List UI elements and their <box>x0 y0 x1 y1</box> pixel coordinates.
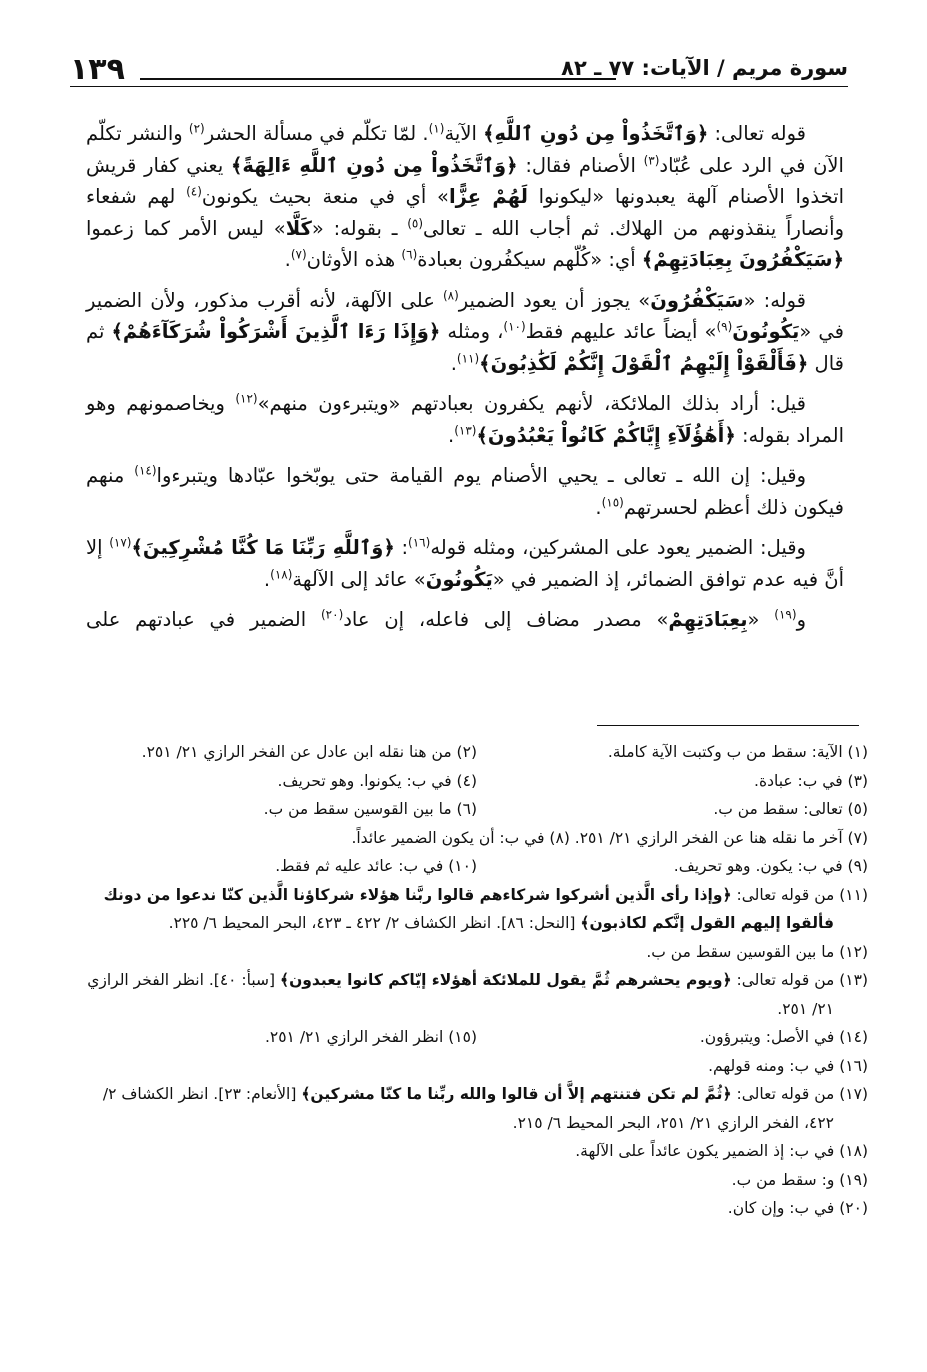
footnote-15: (١٥) انظر الفخر الرازي ٢١/ ٢٥١. <box>264 1028 477 1046</box>
text-run: » أيضاً عائد عليهم فقط <box>525 320 717 343</box>
footnote-7-8: (٧) آخر ما نقله هنا عن الفخر الرازي ٢١/ ٢٥١. (٨) في ب: أن يكون الضمير عائداً. <box>351 828 868 847</box>
quran-quote: ﴿ويوم يحشرهم ثُمَّ يقول للملائكة أهؤلاء إيّاكم كانوا يعبدون﴾ <box>279 971 732 989</box>
footnote-ref: (١٠) <box>503 319 526 334</box>
text-run: . لمّا تكلّم في مسألة الحشر <box>204 122 429 145</box>
footnote-ref: (١١) <box>456 351 480 365</box>
running-title: سورة مريم / الآيات: ٧٧ ـ ٨٢ <box>561 56 848 80</box>
text-run: قوله تعالى: <box>708 122 807 145</box>
footnote-row <box>86 738 868 767</box>
text-run: » ليس الأمر كما زعموا <box>86 216 286 240</box>
text-run: » يجوز أن يعود الضمير <box>458 288 651 312</box>
text-run: . <box>263 567 271 591</box>
footnote-2: (٢) من هنا نقله ابن عادل عن الفخر الرازي ٢١/ ٢٥١. <box>141 743 477 761</box>
footnote-4: (٤) في ب: يكونوا. وهو تحريف. <box>277 771 477 790</box>
paragraph-2 <box>86 285 844 380</box>
text-run: لهم شفعاء وأنصاراً ينقذونهم من الهلاك. ثم أجاب الله ـ تعالى <box>86 185 844 240</box>
footnote-ref: (١٧) <box>109 535 132 550</box>
footnote-row <box>86 852 868 881</box>
footnote-ref: (١٥) <box>601 495 624 509</box>
paragraph-5 <box>86 532 844 595</box>
quran-quote: سَيَكْفُرُونَ <box>650 288 744 312</box>
text-run: ثم قال <box>86 320 844 375</box>
text-run: » مصدر مضاف إلى فاعله، إن عاد <box>343 608 669 631</box>
text-run: قيل: أراد بذلك الملائكة، لأنهم يكفرون بعبادتهم «ويتبرءون منهم» <box>257 392 807 415</box>
paragraph-1 <box>86 118 844 276</box>
quran-quote: ﴿فَأَلْقَوْاْ إِلَيْهِمُ ٱلْقَوْلَ إِنَّكُمْ لَكَٰذِبُونَ﴾ <box>479 351 809 375</box>
footnote-16: (١٦) في ب: ومنه قولهم. <box>708 1056 868 1075</box>
text-run: الأصنام فقال: <box>517 153 644 177</box>
footnote-11 <box>86 881 868 938</box>
text-run: ، ومثله <box>440 320 504 343</box>
footnote-separator <box>597 725 859 726</box>
footnote-ref: (٩) <box>716 319 733 334</box>
header-rule <box>140 78 616 80</box>
footnote-ref: (٢) <box>188 121 205 136</box>
text-run: [الأنعام: ٢٣]. انظر الكشاف ٢/ ٤٢٢، الفخر الرازي ٢١/ ٢٥١، البحر المحيط ٦/ ٢١٥. <box>102 1085 834 1132</box>
footnote-17 <box>86 1080 868 1137</box>
quran-quote: يَكُونُونَ <box>425 567 493 591</box>
text-run: ـ بقوله: « <box>311 216 408 240</box>
footnote-ref: (١٦) <box>408 535 431 550</box>
text-run: ويخاصمونهم وهو المراد بقوله: <box>86 392 844 447</box>
text-run: (١٧) من قوله تعالى: <box>731 1085 868 1103</box>
footnote-row <box>86 1023 868 1052</box>
footnote-ref: (٤) <box>186 184 202 199</box>
text-run: هذه الأوثان <box>306 248 402 271</box>
paragraph-6 <box>86 604 844 636</box>
text-run: يعني كفار قريش اتخذوا الأصنام آلهة يعبدونها «ليكونوا <box>86 153 845 208</box>
footnote-ref: (٣) <box>643 153 660 167</box>
text-run: وقيل: الضمير يعود على المشركين، ومثله قوله <box>430 536 806 559</box>
quran-quote: بِعِبَادَتِهِمْ <box>668 608 748 631</box>
text-run: قوله: « <box>743 288 806 312</box>
text-run: . <box>284 248 291 271</box>
text-run: على الآلهة، لأنه أقرب مذكور، ولأن الضمير في « <box>86 288 844 343</box>
footnote-ref: (١٣) <box>454 423 477 437</box>
quran-quote: لَهُمْ عِزًّا <box>448 185 528 208</box>
text-run: (١١) من قوله تعالى: <box>731 885 868 904</box>
text-run: « <box>747 608 775 631</box>
text-run: [سبأ: ٤٠]. انظر الفخر الرازي ٢١/ ٢٥١. <box>87 971 834 1018</box>
footnote-ref: (١٩) <box>774 607 797 622</box>
quran-quote: ﴿وَٱللَّهِ رَبِّنَا مَا كُنَّا مُشْرِكِينَ﴾ <box>131 536 395 559</box>
footnotes <box>86 738 868 1223</box>
footnote-ref: (٢٠) <box>320 607 344 622</box>
text-run: » أي في منعة بحيث يكونون <box>201 185 449 208</box>
footnote-ref: (١٢) <box>235 391 258 406</box>
footnote-10: (١٠) في ب: عائد عليه ثم فقط. <box>275 857 477 875</box>
footnote-ref: (١٤) <box>134 463 157 478</box>
text-run: [النحل: ٨٦]. انظر الكشاف ٢/ ٤٢٢ ـ ٤٢٣، البحر المحيط ٦/ ٢٢٥. <box>168 914 581 932</box>
quran-quote: ﴿سَيَكْفُرُونَ بِعِبَادَتِهِمْ﴾ <box>641 248 844 271</box>
paragraph-3 <box>86 388 844 451</box>
paragraph-4 <box>86 460 844 523</box>
footnote-ref: (٧) <box>290 247 307 262</box>
footnote-20: (٢٠) في ب: وإن كان. <box>727 1199 868 1217</box>
footnote-12: (١٢) ما بين القوسين سقط من ب. <box>646 942 868 961</box>
text-run: منهم فيكون ذلك أعظم لحسرتهم <box>86 464 844 519</box>
page-header <box>70 48 848 88</box>
quran-quote: ﴿وَٱتَّخَذُواْ مِن دُونِ ٱللَّهِ ءَالِهَةً﴾ <box>230 153 518 177</box>
text-run: : <box>394 536 409 559</box>
footnote-19: (١٩) و: سقط من ب. <box>731 1170 868 1189</box>
text-run: الضمير في عبادتهم على <box>86 608 321 631</box>
footnote-3: (٣) في ب: عبادة. <box>754 771 868 790</box>
footnote-9: (٩) في ب: يكون. وهو تحريف. <box>673 857 868 875</box>
text-run: (١٣) من قوله تعالى: <box>731 971 868 989</box>
quran-quote: ﴿وإذا رأى الَّذين أشركوا شركاءهم قالوا ربَّنا هؤلاء شركاؤنا الَّذين كنّا ندعوا من دونك فألقوا إليهم القول إنَّكم لكاذبون﴾ <box>103 885 834 932</box>
quran-quote: يَكُونُونَ <box>732 320 800 343</box>
footnote-ref: (٥) <box>407 216 424 230</box>
footnote-13 <box>86 966 868 1023</box>
footnote-18: (١٨) في ب: إذ الضمير يكون عائداً على الآلهة. <box>575 1142 868 1160</box>
quran-quote: ﴿وَإِذَا رَءَا ٱلَّذِينَ أَشْرَكُواْ شُرَكَآءَهُمْ﴾ <box>111 320 441 343</box>
footnote-row <box>86 767 868 796</box>
text-run: » عائد إلى الآلهة <box>292 567 426 591</box>
text-run: . <box>447 423 455 447</box>
page-number: ١٣٩ <box>70 52 125 87</box>
header-bottom-rule <box>70 86 848 87</box>
footnote-1: (١) الآية: سقط من ب وكتبت الآية كاملة. <box>607 743 868 761</box>
text-run: أي: «كُلّهم سيكفُرون بعبادة <box>417 248 642 271</box>
quran-quote: كَلَّا <box>285 216 312 240</box>
footnote-ref: (٨) <box>442 288 459 302</box>
footnote-ref: (٦) <box>401 247 418 262</box>
text-run: . <box>595 495 602 519</box>
text-run: و <box>796 608 806 631</box>
footnote-ref: (١) <box>428 121 445 136</box>
footnote-5: (٥) تعالى: سقط من ب. <box>713 800 868 818</box>
text-run: وقيل: إن الله ـ تعالى ـ يحيي الأصنام يوم القيامة حتى يوبّخوا عبّادها ويتبرءوا <box>156 464 806 487</box>
footnote-6: (٦) ما بين القوسين سقط من ب. <box>263 800 477 818</box>
text-run: والنشر تكلّم الآن في الرد على عُبّاد <box>86 122 844 177</box>
text-run: . <box>450 351 457 375</box>
main-text <box>86 118 844 645</box>
footnote-14: (١٤) في الأصل: ويتبرؤون. <box>699 1028 868 1046</box>
text-run: الآية <box>444 122 484 145</box>
quran-quote: ﴿وَٱتَّخَذُواْ مِن دُونِ ٱللَّهِ﴾ <box>483 122 709 145</box>
footnote-row <box>86 795 868 824</box>
quran-quote: ﴿ثُمَّ لم تكن فتنتهم إلاَّ أن قالوا والله ربِّنا ما كنّا مشركين﴾ <box>301 1085 732 1103</box>
footnote-ref: (١٨) <box>270 567 293 581</box>
text-run: إلا أنَّ فيه عدم توافق الضمائر، إذ الضمير في « <box>86 536 844 591</box>
quran-quote: ﴿أَهَٰؤُلَآءِ إِيَّاكُمْ كَانُواْ يَعْبُدُونَ﴾ <box>476 423 736 447</box>
